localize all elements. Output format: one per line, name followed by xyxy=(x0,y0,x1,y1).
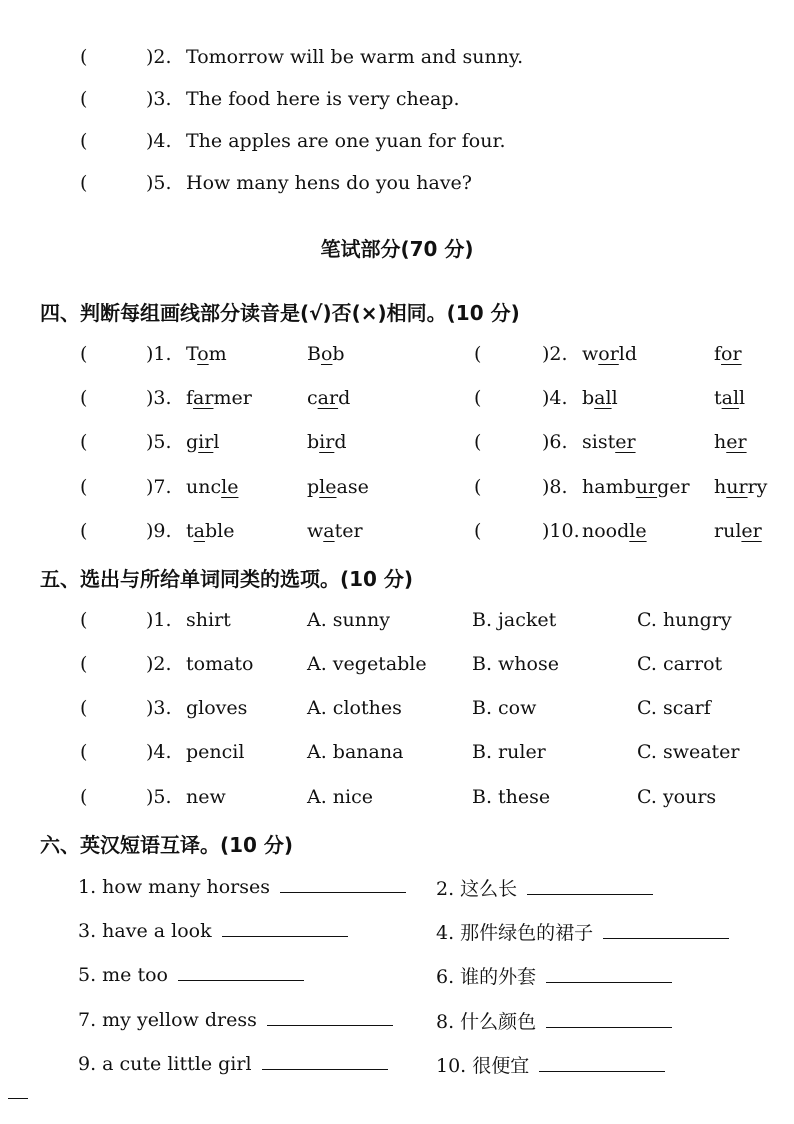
word-part: f xyxy=(714,343,722,365)
answer-paren: ( xyxy=(80,653,88,675)
word-part: t xyxy=(186,520,194,542)
underlined-letters: le xyxy=(629,520,647,542)
word-with-underlined-part xyxy=(714,520,762,542)
underlined-letters: er xyxy=(726,431,747,453)
word-part: B xyxy=(307,343,321,365)
translate-item-left xyxy=(78,962,304,986)
translate-item-right xyxy=(436,1007,672,1034)
underlined-letters: al xyxy=(721,387,740,409)
given-word: new xyxy=(186,786,226,808)
item-number: )5. xyxy=(146,172,172,194)
underlined-letters: ir xyxy=(319,431,335,453)
answer-paren: ( xyxy=(80,172,88,194)
answer-blank[interactable] xyxy=(546,1009,672,1028)
item-number: )1. xyxy=(146,343,172,365)
translate-item-right xyxy=(436,874,653,901)
word-part: ry xyxy=(747,476,768,498)
underlined-letters: ar xyxy=(317,387,339,409)
page-corner-mark xyxy=(8,1098,28,1099)
answer-paren: ( xyxy=(80,520,88,542)
answer-blank[interactable] xyxy=(222,918,348,937)
option-c: C. sweater xyxy=(637,741,740,763)
word-with-underlined-part xyxy=(186,431,219,453)
answer-paren: ( xyxy=(80,130,88,152)
word-part: t xyxy=(714,387,722,409)
option-a: A. vegetable xyxy=(307,653,427,675)
answer-paren: ( xyxy=(80,88,88,110)
word-part: h xyxy=(714,431,727,453)
answer-paren: ( xyxy=(474,520,482,542)
item-text: The food here is very cheap. xyxy=(186,88,460,110)
underlined-letters: o xyxy=(197,343,209,365)
item-number: )1. xyxy=(146,609,172,631)
item-number: )4. xyxy=(146,741,172,763)
option-c: C. scarf xyxy=(637,697,711,719)
option-a: A. clothes xyxy=(307,697,402,719)
underlined-letters: le xyxy=(221,476,239,498)
underlined-letters: ur xyxy=(726,476,748,498)
underlined-letters: le xyxy=(319,476,337,498)
word-with-underlined-part xyxy=(186,476,238,498)
underlined-letters: ar xyxy=(193,387,214,409)
answer-blank[interactable] xyxy=(539,1053,665,1072)
answer-paren: ( xyxy=(80,343,88,365)
answer-paren: ( xyxy=(80,609,88,631)
word-with-underlined-part xyxy=(582,476,690,498)
given-word: shirt xyxy=(186,609,231,631)
option-b: B. cow xyxy=(472,697,537,719)
answer-blank[interactable] xyxy=(280,874,406,893)
word-part: d xyxy=(338,387,351,409)
word-part: ger xyxy=(657,476,690,498)
word-part: rul xyxy=(714,520,742,542)
word-with-underlined-part xyxy=(186,387,252,409)
option-c: C. carrot xyxy=(637,653,723,675)
underlined-letters: al xyxy=(594,387,612,409)
given-word: tomato xyxy=(186,653,254,675)
phrase: 10. 很便宜 xyxy=(436,1055,530,1077)
phrase: 6. 谁的外套 xyxy=(436,966,537,988)
item-text: Tomorrow will be warm and sunny. xyxy=(186,46,524,68)
underlined-letters: ir xyxy=(198,431,214,453)
answer-blank[interactable] xyxy=(546,964,672,983)
item-number: )2. xyxy=(542,343,568,365)
word-part: b xyxy=(582,387,595,409)
word-with-underlined-part xyxy=(714,387,745,409)
item-number: )10. xyxy=(542,520,580,542)
answer-blank[interactable] xyxy=(527,876,653,895)
phrase: 2. 这么长 xyxy=(436,878,518,900)
word-part: ter xyxy=(334,520,363,542)
word-with-underlined-part xyxy=(307,343,345,365)
underlined-letters: or xyxy=(721,343,742,365)
item-number: )9. xyxy=(146,520,172,542)
word-with-underlined-part xyxy=(582,387,618,409)
answer-blank[interactable] xyxy=(262,1051,388,1070)
section-5-heading: 五、选出与所给单词同类的选项。(10 分) xyxy=(40,567,414,591)
answer-paren: ( xyxy=(80,431,88,453)
item-text: The apples are one yuan for four. xyxy=(186,130,506,152)
option-b: B. whose xyxy=(472,653,559,675)
word-part: w xyxy=(307,520,324,542)
word-with-underlined-part xyxy=(307,387,350,409)
word-part: l xyxy=(213,431,220,453)
word-part: l xyxy=(611,387,618,409)
answer-paren: ( xyxy=(80,741,88,763)
answer-paren: ( xyxy=(80,476,88,498)
word-with-underlined-part xyxy=(307,520,363,542)
item-number: )4. xyxy=(542,387,568,409)
word-part: h xyxy=(714,476,727,498)
option-a: A. sunny xyxy=(307,609,390,631)
item-number: )4. xyxy=(146,130,172,152)
option-c: C. yours xyxy=(637,786,717,808)
item-number: )5. xyxy=(146,786,172,808)
item-number: )3. xyxy=(146,387,172,409)
word-with-underlined-part xyxy=(307,431,347,453)
option-b: B. ruler xyxy=(472,741,546,763)
item-number: )5. xyxy=(146,431,172,453)
word-with-underlined-part xyxy=(714,431,747,453)
item-text: How many hens do you have? xyxy=(186,172,472,194)
word-part: unc xyxy=(186,476,222,498)
answer-blank[interactable] xyxy=(178,962,304,981)
word-part: nood xyxy=(582,520,630,542)
translate-item-right xyxy=(436,1051,665,1078)
answer-paren: ( xyxy=(80,697,88,719)
option-c: C. hungry xyxy=(637,609,732,631)
word-with-underlined-part xyxy=(186,520,234,542)
phrase: 1. how many horses xyxy=(78,876,271,898)
underlined-letters: ur xyxy=(635,476,658,498)
word-with-underlined-part xyxy=(582,431,636,453)
word-part: g xyxy=(186,431,199,453)
answer-blank[interactable] xyxy=(603,920,729,939)
item-number: )2. xyxy=(146,46,172,68)
written-part-title: 笔试部分(70 分) xyxy=(320,237,474,261)
answer-paren: ( xyxy=(474,343,482,365)
word-part: w xyxy=(582,343,599,365)
word-part: T xyxy=(186,343,198,365)
underlined-letters: or xyxy=(598,343,619,365)
item-number: )2. xyxy=(146,653,172,675)
underlined-letters: er xyxy=(615,431,636,453)
word-with-underlined-part xyxy=(714,343,742,365)
word-part: c xyxy=(307,387,318,409)
underlined-letters: er xyxy=(741,520,762,542)
word-part: l xyxy=(739,387,746,409)
word-part: mer xyxy=(213,387,252,409)
phrase: 4. 那件绿色的裙子 xyxy=(436,922,594,944)
translate-item-left xyxy=(78,1051,388,1075)
section-6-heading: 六、英汉短语互译。(10 分) xyxy=(40,833,294,857)
translate-item-left xyxy=(78,918,348,942)
phrase: 9. a cute little girl xyxy=(78,1053,252,1075)
word-with-underlined-part xyxy=(582,520,647,542)
word-with-underlined-part xyxy=(307,476,369,498)
option-b: B. these xyxy=(472,786,551,808)
word-part: ld xyxy=(618,343,638,365)
item-number: )3. xyxy=(146,697,172,719)
item-number: )7. xyxy=(146,476,172,498)
word-part: ble xyxy=(204,520,235,542)
word-part: ase xyxy=(336,476,369,498)
word-with-underlined-part xyxy=(186,343,227,365)
word-part: b xyxy=(307,431,320,453)
translate-item-left xyxy=(78,1007,393,1031)
item-number: )6. xyxy=(542,431,568,453)
word-part: p xyxy=(307,476,320,498)
given-word: pencil xyxy=(186,741,245,763)
word-part: f xyxy=(186,387,194,409)
translate-item-left xyxy=(78,874,406,898)
answer-paren: ( xyxy=(474,476,482,498)
item-number: )3. xyxy=(146,88,172,110)
answer-paren: ( xyxy=(80,46,88,68)
option-a: A. banana xyxy=(307,741,404,763)
option-b: B. jacket xyxy=(472,609,557,631)
word-with-underlined-part xyxy=(582,343,637,365)
phrase: 3. have a look xyxy=(78,920,212,942)
answer-paren: ( xyxy=(474,431,482,453)
answer-paren: ( xyxy=(474,387,482,409)
item-number: )8. xyxy=(542,476,568,498)
word-part: m xyxy=(208,343,227,365)
word-part: sist xyxy=(582,431,616,453)
underlined-letters: a xyxy=(193,520,205,542)
word-with-underlined-part xyxy=(714,476,767,498)
translate-item-right xyxy=(436,962,672,989)
word-part: b xyxy=(332,343,345,365)
phrase: 5. me too xyxy=(78,964,168,986)
translate-item-right xyxy=(436,918,729,945)
word-part: hamb xyxy=(582,476,636,498)
answer-blank[interactable] xyxy=(267,1007,393,1026)
phrase: 8. 什么颜色 xyxy=(436,1011,537,1033)
option-a: A. nice xyxy=(307,786,373,808)
underlined-letters: a xyxy=(323,520,335,542)
word-part: d xyxy=(334,431,347,453)
given-word: gloves xyxy=(186,697,248,719)
answer-paren: ( xyxy=(80,786,88,808)
phrase: 7. my yellow dress xyxy=(78,1009,257,1031)
section-4-heading: 四、判断每组画线部分读音是(√)否(×)相同。(10 分) xyxy=(40,301,520,325)
answer-paren: ( xyxy=(80,387,88,409)
underlined-letters: o xyxy=(320,343,333,365)
